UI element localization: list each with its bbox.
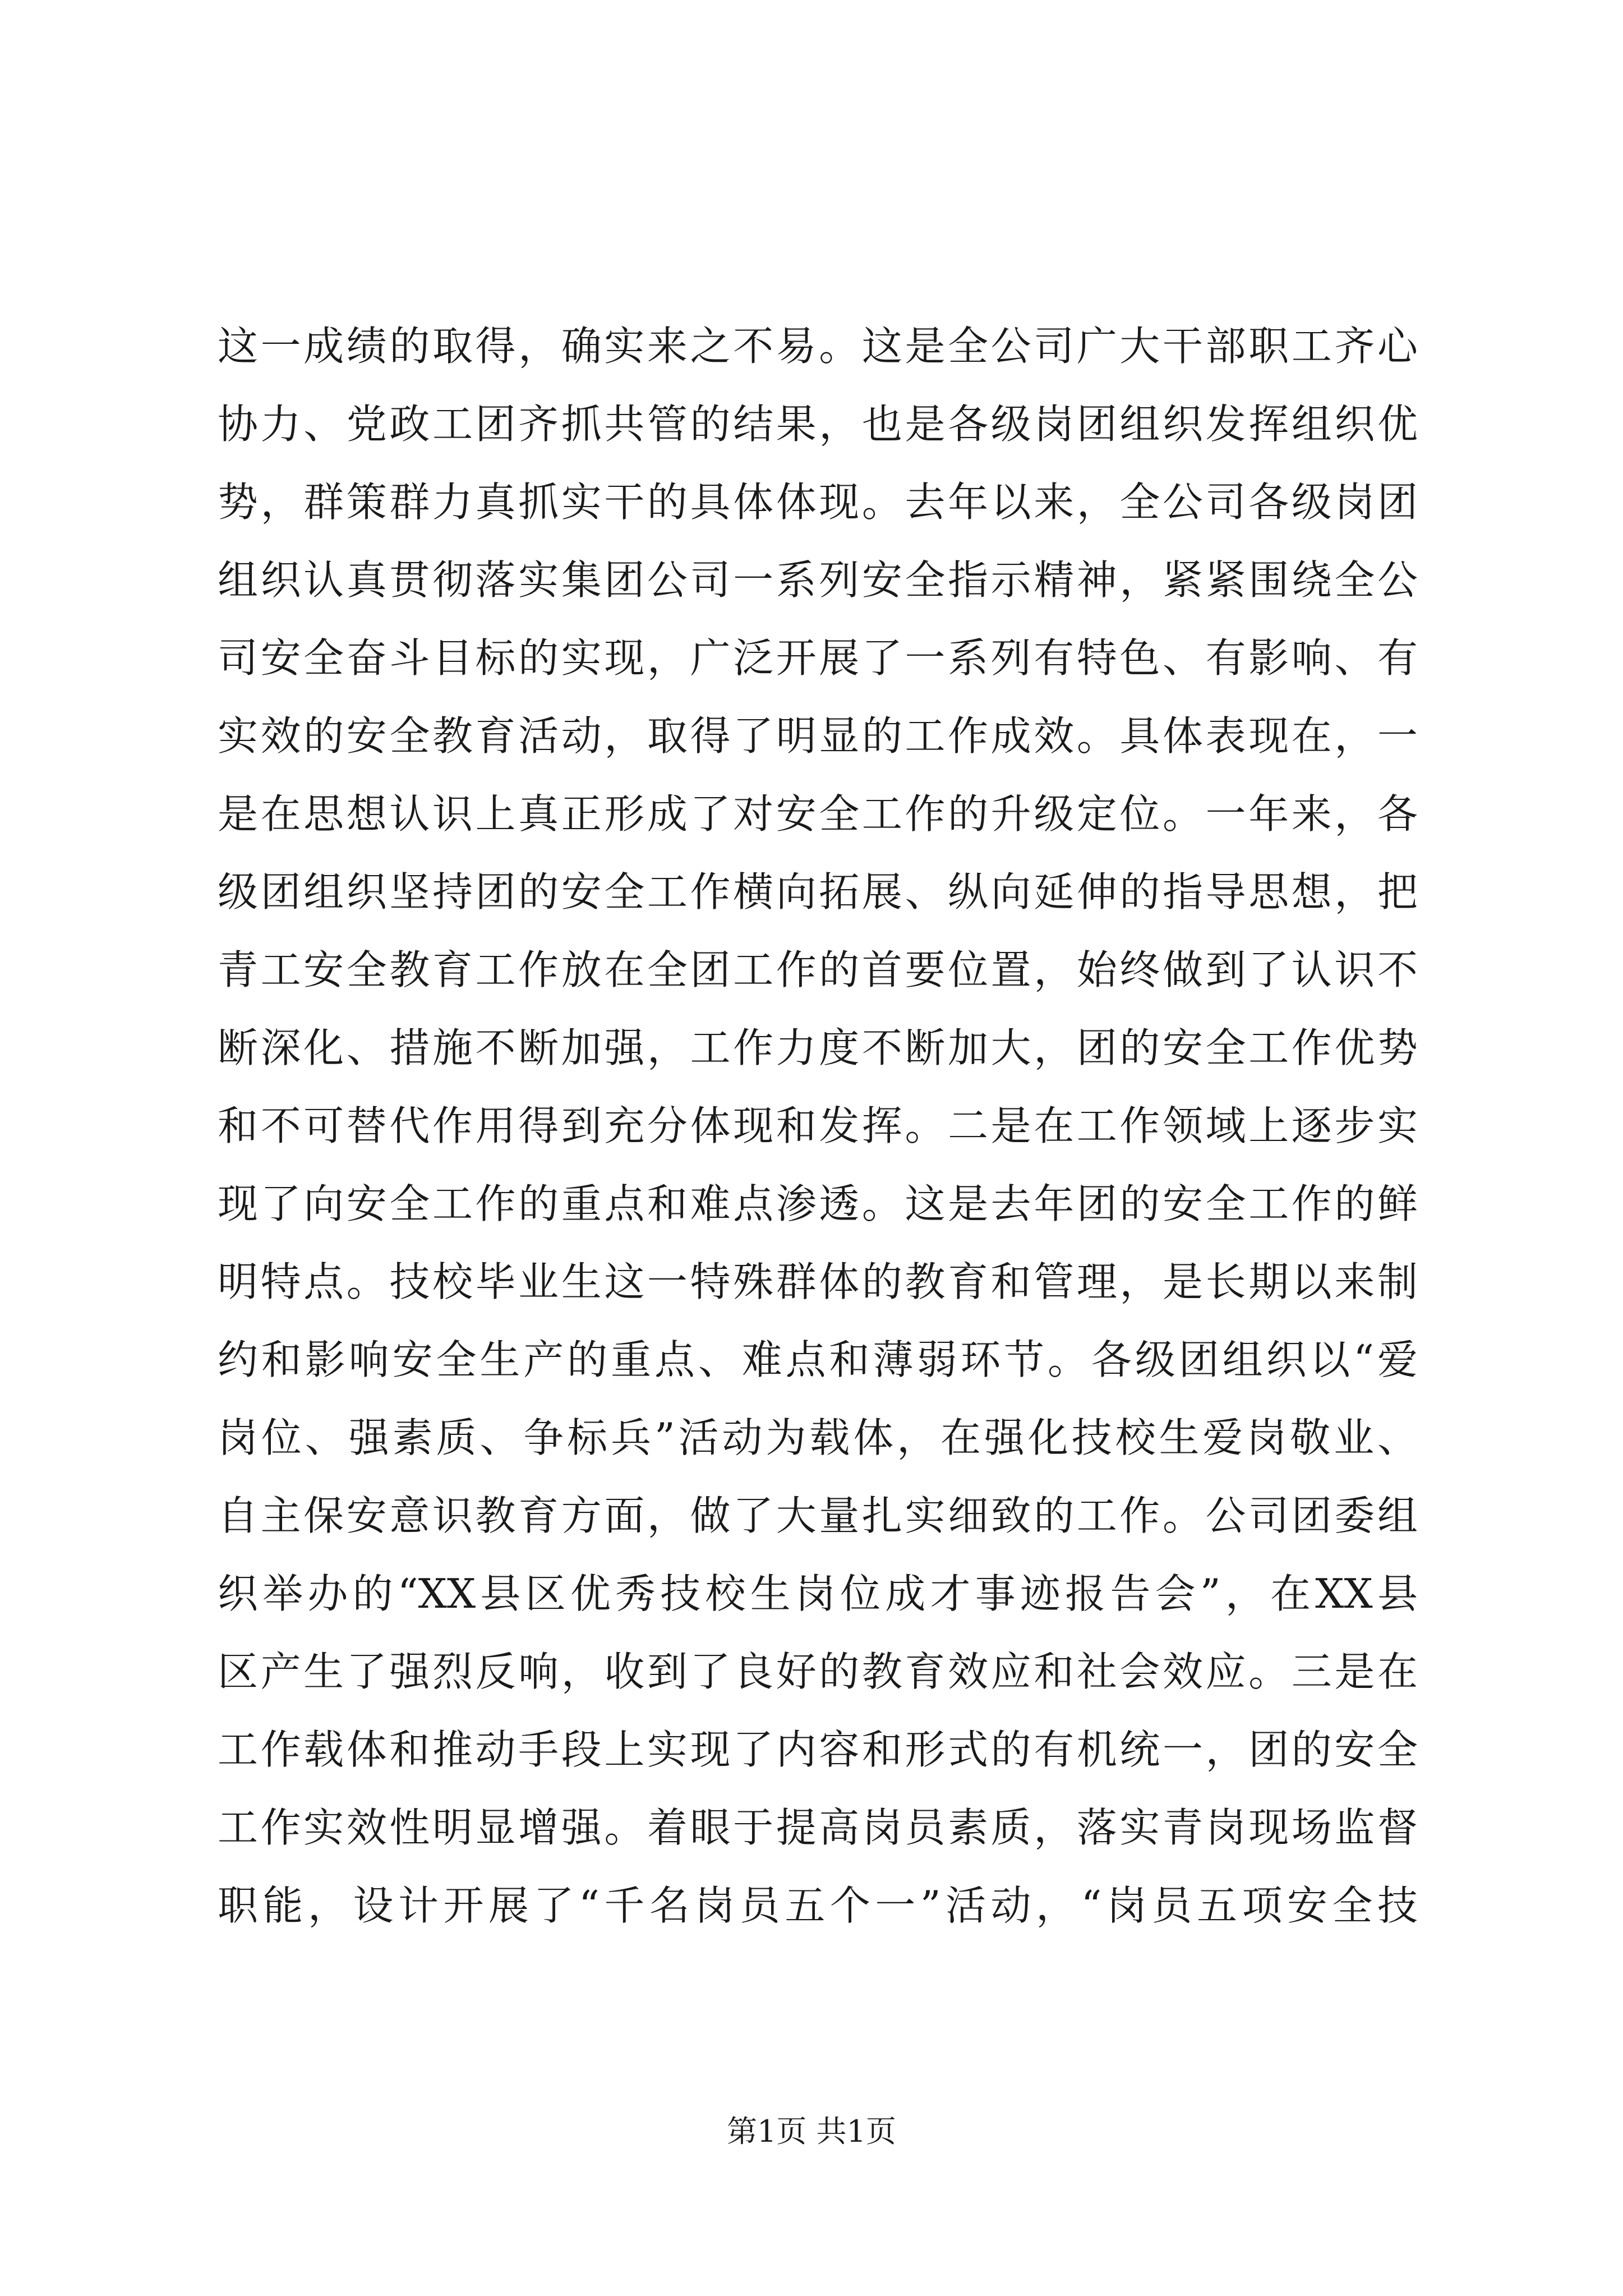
text-line: 级团组织坚持团的安全工作横向拓展、纵向延伸的指导思想，把 [218, 868, 1418, 915]
text-line: 断深化、措施不断加强，工作力度不断加大，团的安全工作优势 [218, 1024, 1418, 1071]
text-line: 和不可替代作用得到充分体现和发挥。二是在工作领域上逐步实 [218, 1102, 1418, 1149]
text-line: 明特点。技校毕业生这一特殊群体的教育和管理，是长期以来制 [218, 1258, 1418, 1305]
text-line: 青工安全教育工作放在全团工作的首要位置，始终做到了认识不 [218, 946, 1418, 993]
text-line: 岗位、强素质、争标兵”活动为载体，在强化技校生爱岗敬业、 [218, 1414, 1418, 1461]
text-line: 这一成绩的取得，确实来之不易。这是全公司广大干部职工齐心 [218, 323, 1418, 370]
text-line: 协力、党政工团齐抓共管的结果，也是各级岗团组织发挥组织优 [218, 401, 1418, 448]
page-footer [0, 2109, 1623, 2154]
text-line: 现了向安全工作的重点和难点渗透。这是去年团的安全工作的鲜 [218, 1180, 1418, 1227]
text-line: 自主保安意识教育方面，做了大量扎实细致的工作。公司团委组 [218, 1492, 1418, 1539]
text-line: 区产生了强烈反响，收到了良好的教育效应和社会效应。三是在 [218, 1648, 1418, 1695]
text-line: 势，群策群力真抓实干的具体体现。去年以来，全公司各级岗团 [218, 478, 1418, 526]
text-line: 司安全奋斗目标的实现，广泛开展了一系列有特色、有影响、有 [218, 634, 1418, 682]
text-line: 组织认真贯彻落实集团公司一系列安全指示精神，紧紧围绕全公 [218, 556, 1418, 604]
text-line: 是在思想认识上真正形成了对安全工作的升级定位。一年来，各 [218, 790, 1418, 838]
text-line: 职能，设计开展了“千名岗员五个一”活动，“岗员五项安全技 [218, 1882, 1418, 1929]
text-line: 约和影响安全生产的重点、难点和薄弱环节。各级团组织以“爱 [218, 1336, 1418, 1383]
text-line: 实效的安全教育活动，取得了明显的工作成效。具体表现在，一 [218, 712, 1418, 760]
body-text [218, 307, 1418, 1945]
text-line: 工作实效性明显增强。着眼于提高岗员素质，落实青岗现场监督 [218, 1804, 1418, 1851]
text-line: 工作载体和推动手段上实现了内容和形式的有机统一，团的安全 [218, 1726, 1418, 1773]
text-line: 织举办的“XX县区优秀技校生岗位成才事迹报告会”，在XX县 [218, 1570, 1418, 1617]
page-number-label: 第1页 共1页 [727, 2114, 896, 2149]
